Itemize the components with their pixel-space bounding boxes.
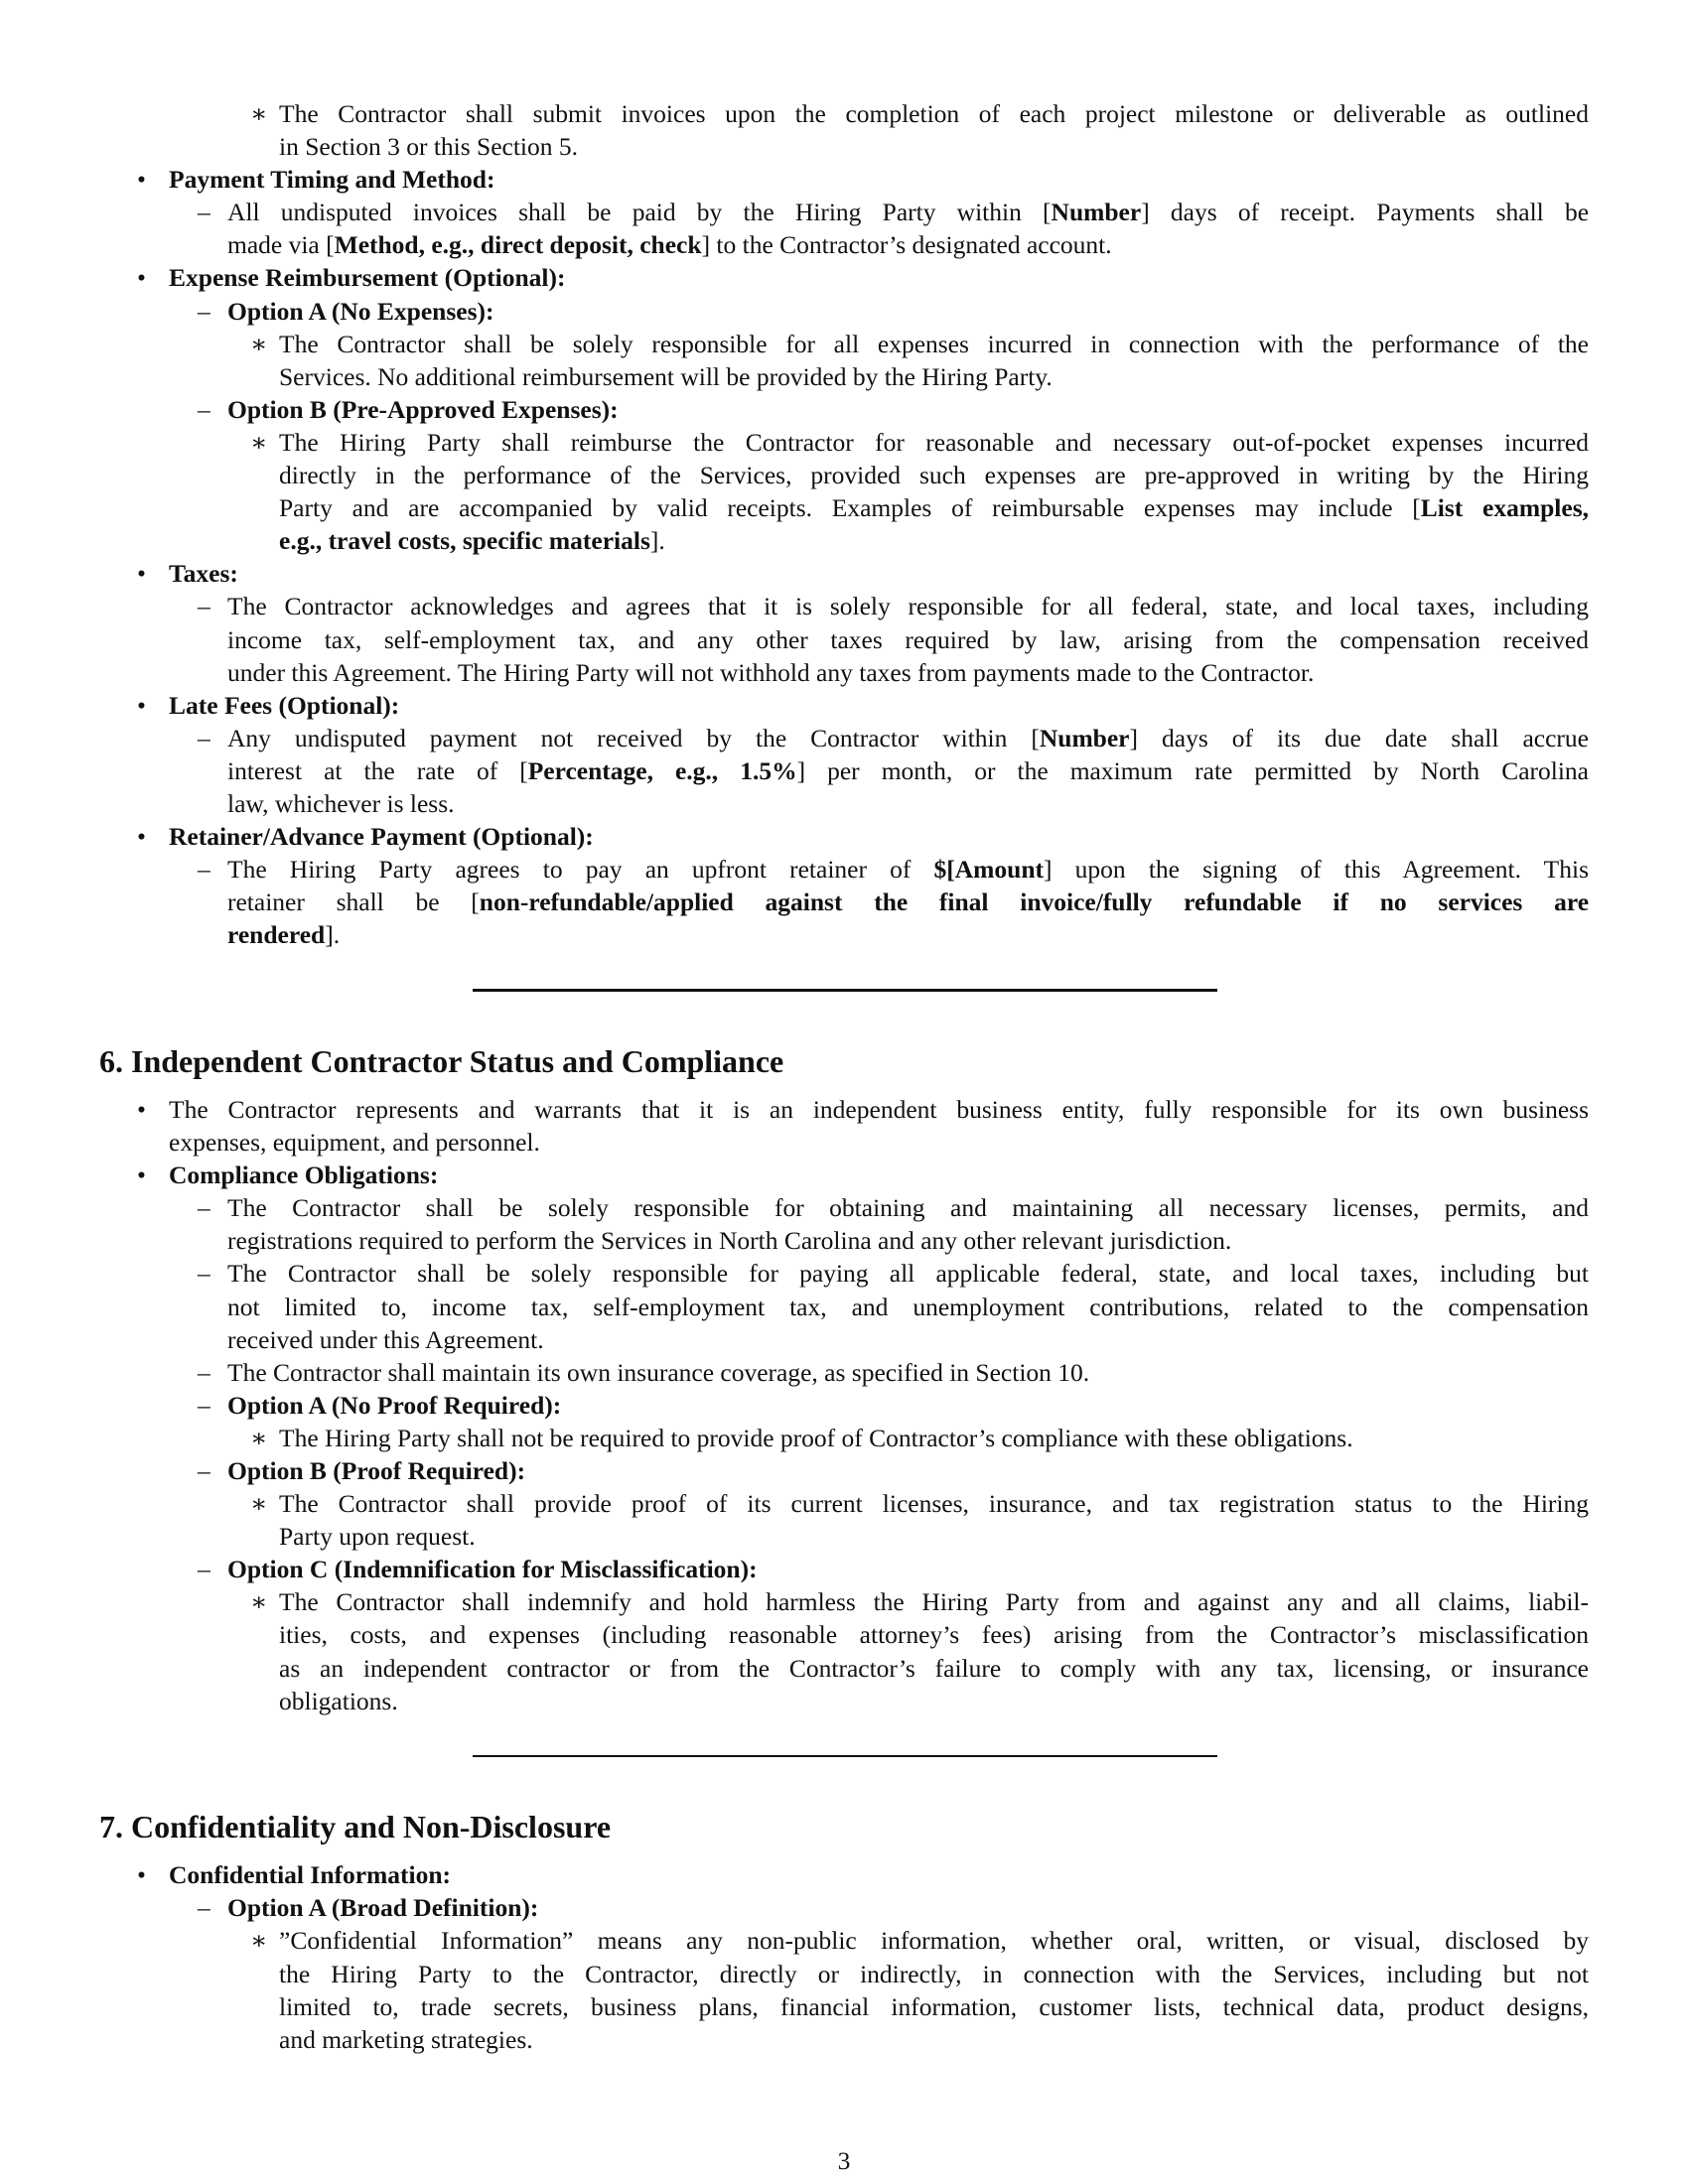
s6-option-c-text: ∗ The Contractor shall indemnify and hold harmless the Hiring Party from and against any and all claims, liabil-: [250, 1587, 1589, 1617]
late-fees-text: – Any undisputed payment not received by the Contractor within [Number] days of its due date shall accrue: [198, 723, 1589, 752]
taxes-text: – The Contractor acknowledges and agrees that it is solely responsible for all federal, state, and local taxes, including: [198, 592, 1589, 621]
s6-option-b: – Option B (Proof Required):: [198, 1455, 526, 1485]
s7-option-a-text: the Hiring Party to the Contractor, directly or indirectly, in connection with the Services, including but not: [279, 1959, 1589, 1988]
s7-option-a-text: limited to, trade secrets, business plans, financial information, customer lists, technical data, product designs,: [279, 1991, 1589, 2021]
invoice-text-line: in Section 3 or this Section 5.: [279, 132, 579, 162]
taxes-text: under this Agreement. The Hiring Party will not withhold any taxes from payments made to the Contractor.: [227, 657, 1315, 687]
payment-timing-heading: • Payment Timing and Method:: [137, 165, 495, 195]
invoice-text-line: ∗ The Contractor shall submit invoices upon the completion of each project milestone or deliverable as outlined: [250, 99, 1589, 128]
s6-option-c-text: as an independent contractor or from the Contractor’s failure to comply with any tax, licensing, or insurance: [279, 1653, 1589, 1683]
compliance-item: received under this Agreement.: [227, 1324, 544, 1354]
s6-option-c-text: ities, costs, and expenses (including reasonable attorney’s fees) arising from the Contractor’s misclassification: [279, 1620, 1589, 1650]
compliance-item: – The Contractor shall maintain its own insurance coverage, as specified in Section 10.: [198, 1357, 1090, 1387]
taxes-heading: • Taxes:: [137, 559, 238, 589]
s6-intro: • The Contractor represents and warrants that it is an independent business entity, fully responsible for its own business: [137, 1094, 1589, 1124]
s6-intro: expenses, equipment, and personnel.: [169, 1128, 540, 1158]
expense-option-a-text: ∗ The Contractor shall be solely responsible for all expenses incurred in connection with the performance of the: [250, 329, 1589, 358]
retainer-text: retainer shall be [non-refundable/applied against the final invoice/fully refundable if no services are: [227, 887, 1590, 917]
s6-option-c-text: obligations.: [279, 1686, 398, 1715]
page-number: 3: [837, 2146, 851, 2175]
ci-heading: • Confidential Information:: [137, 1860, 452, 1890]
s6-option-b-text: Party upon request.: [279, 1522, 476, 1552]
s6-option-b-text: ∗ The Contractor shall provide proof of its current licenses, insurance, and tax registration status to the Hiring: [250, 1489, 1589, 1519]
expense-option-b-text: ∗ The Hiring Party shall reimburse the Contractor for reasonable and necessary out-of-pocket expenses incurred: [250, 427, 1589, 457]
retainer-heading: • Retainer/Advance Payment (Optional):: [137, 822, 594, 852]
compliance-item: – The Contractor shall be solely responsible for obtaining and maintaining all necessary licenses, permits, and: [198, 1193, 1589, 1223]
payment-timing-text: made via [Method, e.g., direct deposit, check] to the Contractor’s designated account.: [227, 230, 1112, 260]
expense-option-b-text: directly in the performance of the Services, provided such expenses are pre-approved in writing by the Hiring: [279, 461, 1589, 490]
late-fees-heading: • Late Fees (Optional):: [137, 690, 400, 720]
s6-option-a-text: ∗ The Hiring Party shall not be required to provide proof of Contractor’s compliance with these obligations.: [250, 1423, 1353, 1452]
retainer-text: rendered].: [227, 920, 341, 950]
s7-option-a-text: ∗ ”Confidential Information” means any non-public information, whether oral, written, or visual, disclosed by: [250, 1926, 1589, 1956]
retainer-text: – The Hiring Party agrees to pay an upfront retainer of $[Amount] upon the signing of this Agreement. This: [198, 855, 1589, 885]
s6-option-c: – Option C (Indemnification for Misclassification):: [198, 1555, 758, 1584]
compliance-item: not limited to, income tax, self-employment tax, and unemployment contributions, related to the compensation: [227, 1292, 1589, 1321]
s7-option-a-text: and marketing strategies.: [279, 2024, 533, 2054]
taxes-text: income tax, self-employment tax, and any other taxes required by law, arising from the compensation received: [227, 624, 1589, 654]
expense-option-a: – Option A (No Expenses):: [198, 296, 494, 326]
expense-option-b: – Option B (Pre-Approved Expenses):: [198, 394, 619, 424]
late-fees-text: law, whichever is less.: [227, 788, 455, 818]
section-6-title: 6. Independent Contractor Status and Compliance: [99, 1042, 784, 1079]
expense-option-a-text: Services. No additional reimbursement will be provided by the Hiring Party.: [279, 361, 1053, 391]
expense-heading: • Expense Reimbursement (Optional):: [137, 263, 566, 293]
payment-timing-text: – All undisputed invoices shall be paid by the Hiring Party within [Number] days of receipt. Payments shall be: [198, 198, 1590, 227]
compliance-heading: • Compliance Obligations:: [137, 1160, 439, 1190]
s6-option-a: – Option A (No Proof Required):: [198, 1390, 562, 1420]
s7-option-a: – Option A (Broad Definition):: [198, 1893, 539, 1923]
late-fees-text: interest at the rate of [Percentage, e.g., 1.5%] per month, or the maximum rate permitted by North Carolina: [227, 755, 1590, 785]
page-content: [99, 97, 1589, 2056]
expense-option-b-text: e.g., travel costs, specific materials].: [279, 526, 665, 556]
compliance-item: registrations required to perform the Services in North Carolina and any other relevant jurisdiction.: [227, 1226, 1232, 1256]
compliance-item: – The Contractor shall be solely responsible for paying all applicable federal, state, and local taxes, including but: [198, 1259, 1589, 1289]
expense-option-b-text: Party and are accompanied by valid receipts. Examples of reimbursable expenses may include [List examples,: [279, 493, 1589, 523]
section-7-title: 7. Confidentiality and Non-Disclosure: [99, 1809, 612, 1845]
